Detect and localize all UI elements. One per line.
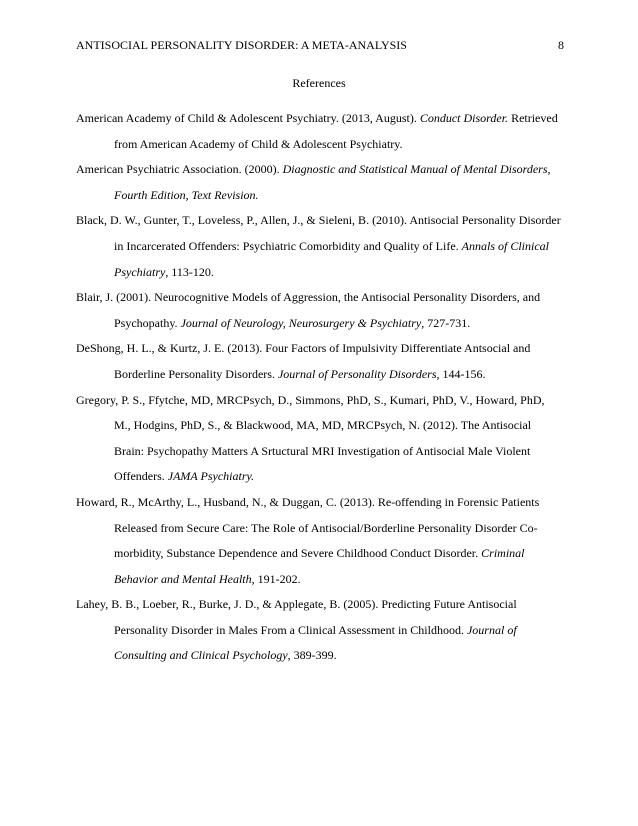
reference-entry — [76, 285, 564, 336]
reference-entry — [76, 336, 564, 387]
reference-title: JAMA Psychiatry. — [167, 469, 255, 484]
reference-tail: , 191-202. — [251, 571, 301, 586]
reference-title: Journal of Neurology, Neurosurgery & Psychiatry — [180, 315, 422, 330]
reference-tail: , 144-156. — [436, 366, 486, 381]
reference-title: Journal of Personality Disorders — [277, 366, 437, 381]
reference-text: Lahey, B. B., Loeber, R., Burke, J. D., & Applegate, B. (2005). Predicting Future Antisocial Personality Disorder in Males From a Clinical Assessment in Childhood. — [76, 597, 517, 637]
reference-tail: , 727-731. — [421, 315, 471, 330]
reference-entry — [76, 388, 564, 490]
running-head: ANTISOCIAL PERSONALITY DISORDER: A META-ANALYSIS — [76, 38, 407, 52]
reference-entry — [76, 490, 564, 592]
references-heading: References — [292, 76, 346, 90]
reference-text: Howard, R., McArthy, L., Husband, N., & Duggan, C. (2013). Re-offending in Forensic Patients Released from Secure Care: The Role of Antisocial/Borderline Personality Disorder Co-morbidity, Substance Dependence and Severe Childhood Conduct Disorder. — [76, 494, 540, 561]
reference-text: Blair, J. (2001). Neurocognitive Models of Aggression, the Antisocial Personality Disorders, and Psychopathy. — [76, 290, 541, 330]
reference-text: American Psychiatric Association. (2000). — [76, 162, 283, 177]
page-number: 8 — [558, 38, 564, 52]
reference-entry — [76, 157, 564, 208]
reference-entry — [76, 106, 564, 157]
reference-tail: , 113-120. — [165, 264, 214, 279]
reference-text: DeShong, H. L., & Kurtz, J. E. (2013). Four Factors of Impulsivity Differentiate Antsocial and Borderline Personality Disorders. — [76, 341, 531, 381]
reference-title: Diagnostic and Statistical Manual of Mental Disorders, Fourth Edition, Text Revision. — [114, 162, 551, 202]
reference-title: Conduct Disorder. — [419, 111, 509, 125]
reference-text: Gregory, P. S., Ffytche, MD, MRCPsych, D., Simmons, PhD, S., Kumari, PhD, V., Howard, PhD, M., Hodgins, PhD, S., & Blackwood, MA, MD, MRCPsych, N. (2012). The Antisocial Brain: Psychopathy Matters A Srtuctural MRI Investigation of Antisocial Male Violent Offenders. — [76, 392, 545, 484]
reference-title: Criminal Behavior and Mental Health — [114, 546, 525, 586]
reference-entry — [76, 592, 564, 669]
reference-title: Journal of Consulting and Clinical Psychology — [114, 622, 517, 663]
reference-text: Black, D. W., Gunter, T., Loveless, P., Allen, J., & Sieleni, B. (2010). Antisocial Personality Disorder in Incarcerated Offenders: Psychiatric Comorbidity and Quality of Life. — [76, 213, 561, 253]
reference-tail: , 389-399. — [287, 648, 337, 663]
references-list — [76, 106, 564, 669]
reference-entry — [76, 208, 564, 285]
reference-text: American Academy of Child & Adolescent Psychiatry. (2013, August). — [76, 111, 420, 125]
reference-tail: Retrieved from American Academy of Child & Adolescent Psychiatry. — [114, 111, 558, 151]
reference-title: Annals of Clinical Psychiatry — [114, 238, 550, 279]
